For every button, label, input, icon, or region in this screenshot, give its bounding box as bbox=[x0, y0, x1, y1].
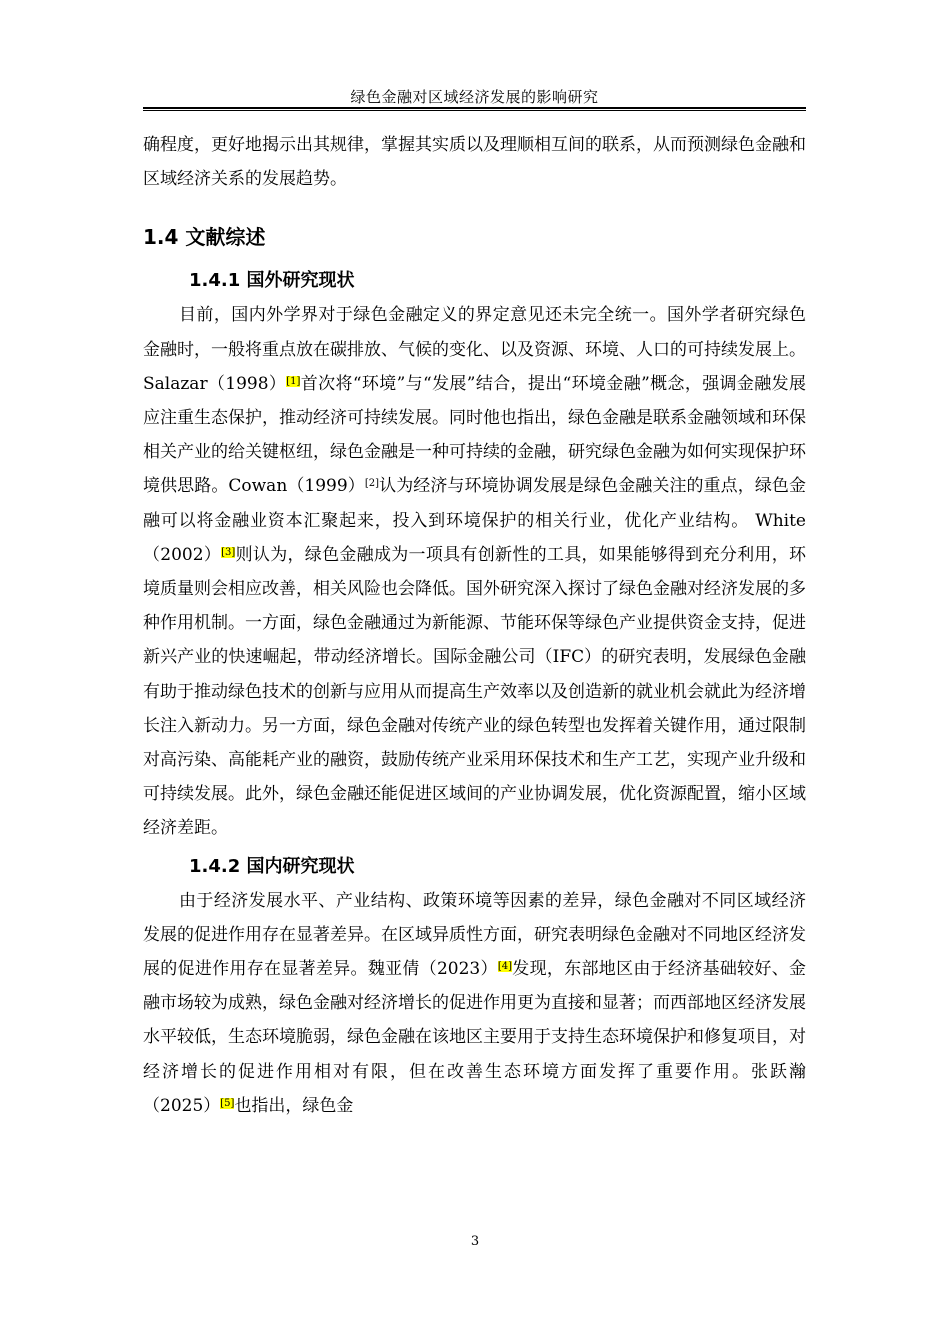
subsection-heading-wrap-1 bbox=[143, 266, 806, 298]
continuation-paragraph: 确程度，更好地揭示出其规律，掌握其实质以及理顺相互间的联系，从而预测绿色金融和区域经济关系的发展趋势。 bbox=[143, 135, 806, 190]
subsection-heading-foreign: 1.4.1 国外研究现状 bbox=[189, 270, 355, 292]
text-run: 目前，国内外学界对于绿色金融定义的界定意见还未完全统一。国外学者研究绿色金融时，一般将重点放在碳排放、气候的变化、以及资源、环境、人口的可持续发展上。Salazar（1998） bbox=[143, 305, 806, 394]
text-run: 首次将“环境”与“发展”结合，提出“环境金融”概念，强调金融发展应注重生态保护，推动经济可持续发展。同时他也指出，绿色金融是联系金融领域和环保相关产业的给关键枢纽，绿色金融是一种可持续的金融，研究绿色金融为如何实现保护环境供思路。Cowan（1999） bbox=[143, 373, 806, 497]
citation-5[interactable]: [5] bbox=[220, 1097, 235, 1109]
subsection-heading-domestic: 1.4.2 国内研究现状 bbox=[189, 855, 355, 877]
paragraph-foreign-research bbox=[143, 298, 806, 845]
header-rule bbox=[143, 107, 806, 109]
text-run: 由于经济发展水平、产业结构、政策环境等因素的差异，绿色金融对不同区域经济发展的促进作用存在显著差异。在区域异质性方面，研究表明绿色金融对不同地区经济发展的促进作用存在显著差异。魏亚倩（2023） bbox=[143, 890, 806, 980]
text-run: 也指出，绿色金 bbox=[234, 1095, 354, 1116]
citation-1[interactable]: [1] bbox=[286, 375, 301, 387]
citation-3[interactable]: [3] bbox=[221, 546, 236, 558]
text-run: 则认为，绿色金融成为一项具有创新性的工具，如果能够得到充分利用，环境质量则会相应改善，相关风险也会降低。国外研究深入探讨了绿色金融对经济发展的多种作用机制。一方面，绿色金融通过为新能源、节能环保等绿色产业提供资金支持，促进新兴产业的快速崛起，带动经济增长。国际金融公司（IFC）的研究表明，发展绿色金融有助于推动绿色技术的创新与应用从而提高生产效率以及创造新的就业机会就此为经济增长注入新动力。另一方面，绿色金融对传统产业的绿色转型也发挥着关键作用，通过限制对高污染、高能耗产业的融资，鼓励传统产业采用环保技术和生产工艺，实现产业升级和可持续发展。此外，绿色金融还能促进区域间的产业协调发展，优化资源配置，缩小区域经济差距。 bbox=[143, 544, 807, 839]
page-body bbox=[143, 128, 806, 1123]
subsection-heading-wrap-2 bbox=[143, 846, 806, 884]
text-run: 发现，东部地区由于经济基础较好、金融市场较为成熟，绿色金融对经济增长的促进作用更为直接和显著；而西部地区经济发展水平较低，生态环境脆弱，绿色金融在该地区主要用于支持生态环境保护和修复项目，对经济增长的促进作用相对有限，但在改善生态环境方面发挥了重要作用。张跃瀚（2025） bbox=[143, 959, 807, 1116]
section-heading-wrap bbox=[143, 196, 806, 266]
section-heading: 1.4 文献综述 bbox=[143, 225, 266, 250]
paragraph-domestic-research bbox=[143, 884, 806, 1123]
page-number: 3 bbox=[470, 1234, 480, 1249]
citation-2[interactable]: [2] bbox=[364, 478, 380, 490]
text-run: 认为经济与环境协调发展是绿色金融关注的重点，绿色金融可以将金融业资本汇聚起来，投入到环境保护的相关行业，优化产业结构。 White（2002） bbox=[143, 476, 806, 565]
header-rule-thin bbox=[143, 110, 806, 111]
running-header: 绿色金融对区域经济发展的影响研究 bbox=[350, 88, 599, 106]
citation-4[interactable]: [4] bbox=[497, 961, 513, 973]
